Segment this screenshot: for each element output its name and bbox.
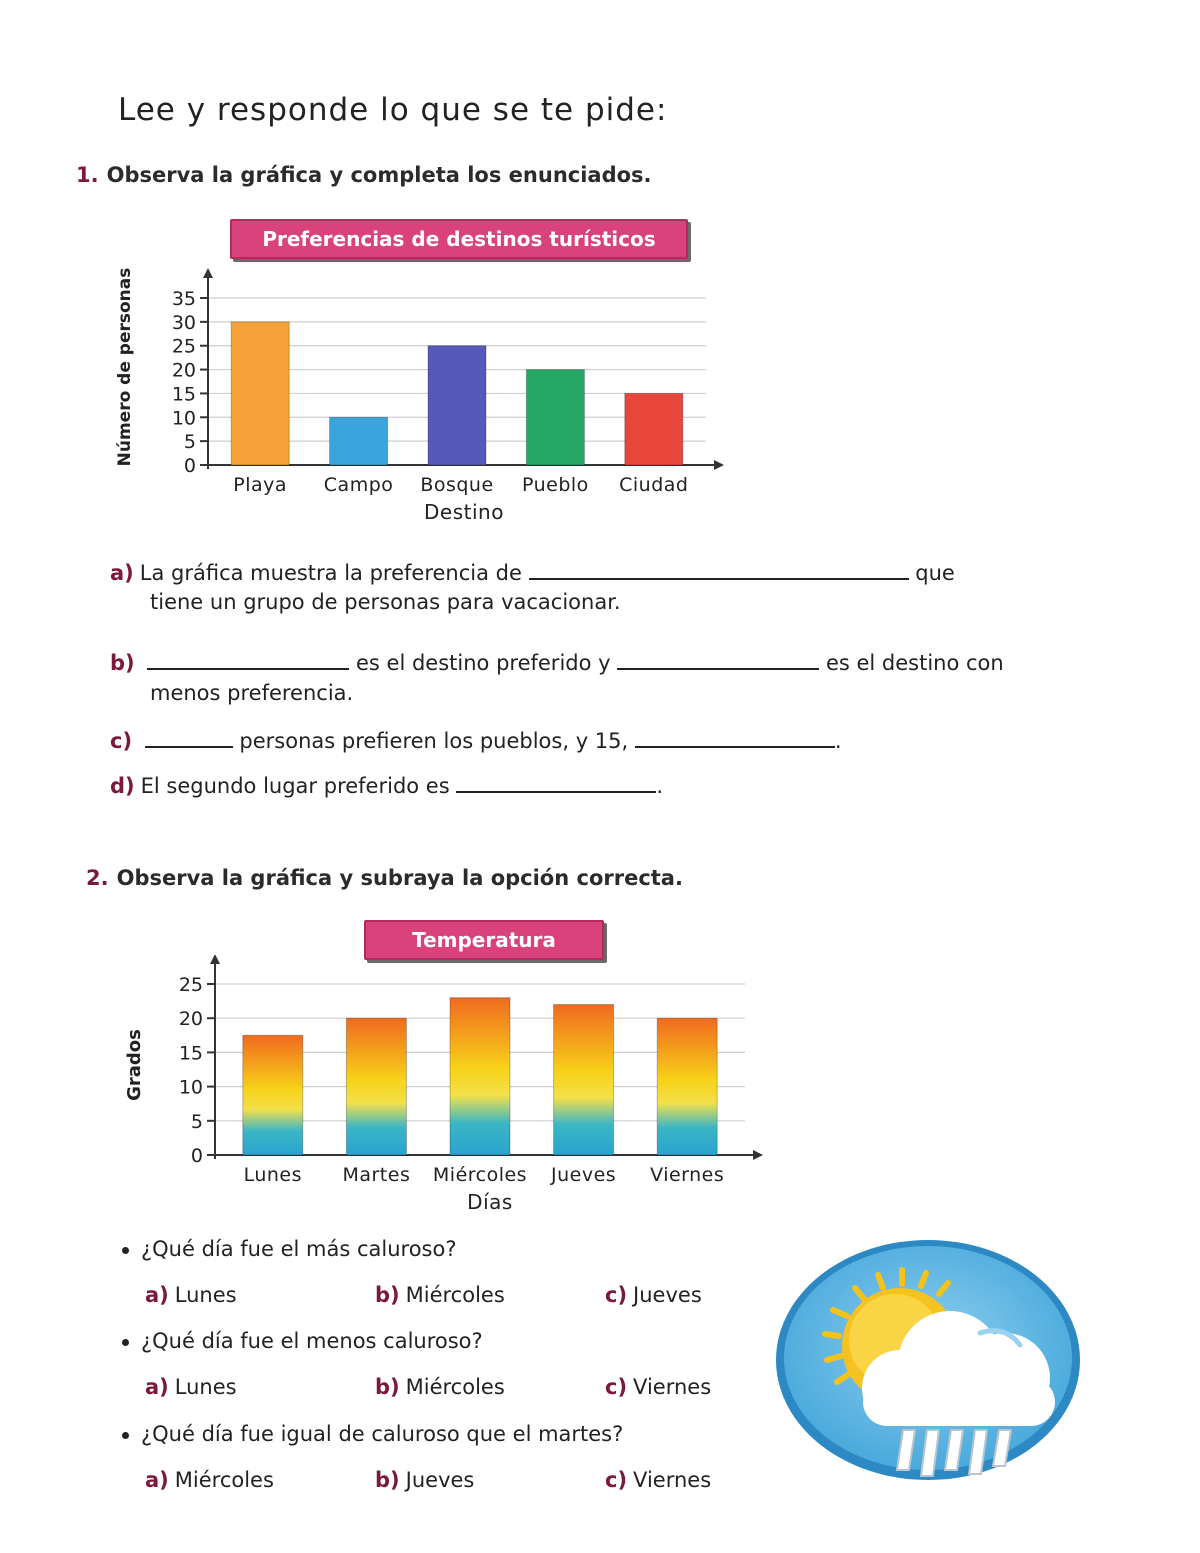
bar-playa bbox=[231, 322, 289, 465]
statement-d-text2: . bbox=[656, 774, 664, 798]
statement-b-letter: b) bbox=[110, 651, 135, 675]
statement-a-text2: que bbox=[915, 561, 955, 585]
y-axis-label: Número de personas bbox=[115, 267, 135, 467]
q2-3-option-b[interactable] bbox=[375, 1468, 474, 1492]
option-letter: c) bbox=[605, 1283, 628, 1307]
bar-ciudad bbox=[625, 393, 683, 465]
x-tick-label: Martes bbox=[342, 1164, 411, 1186]
bar-martes bbox=[346, 1018, 406, 1155]
bar-bosque bbox=[428, 346, 486, 465]
question-2-number: 2. bbox=[86, 866, 109, 890]
blank-d[interactable] bbox=[456, 773, 656, 793]
x-tick-label: Playa bbox=[233, 474, 288, 496]
option-letter: b) bbox=[375, 1283, 400, 1307]
option-letter: b) bbox=[375, 1468, 400, 1492]
question-2-2 bbox=[122, 1329, 483, 1353]
y-axis-arrow bbox=[210, 955, 220, 964]
chart-2 bbox=[100, 955, 770, 1220]
question-1-title bbox=[76, 163, 652, 187]
x-tick-label: Miércoles bbox=[432, 1164, 528, 1186]
x-tick-label: Viernes bbox=[650, 1164, 725, 1186]
q2-3-option-a[interactable] bbox=[145, 1468, 274, 1492]
blank-c2[interactable] bbox=[635, 728, 835, 748]
chart-1 bbox=[100, 255, 740, 530]
y-tick-label: 10 bbox=[171, 407, 196, 430]
statement-b-text2: es el destino con bbox=[825, 651, 1004, 675]
q2-2-option-c[interactable] bbox=[605, 1375, 711, 1399]
chart-2-title: Temperatura bbox=[364, 920, 604, 960]
statement-d bbox=[110, 773, 663, 798]
question-1-number: 1. bbox=[76, 163, 99, 187]
bullet bbox=[122, 1432, 129, 1439]
question-2-title bbox=[86, 866, 683, 890]
option-label: Jueves bbox=[405, 1468, 475, 1492]
statement-a-letter: a) bbox=[110, 561, 134, 585]
q2-1-option-b[interactable] bbox=[375, 1283, 505, 1307]
y-tick-label: 20 bbox=[171, 359, 196, 382]
y-tick-label: 5 bbox=[183, 431, 196, 454]
y-tick-label: 25 bbox=[178, 974, 203, 996]
option-label: Jueves bbox=[633, 1283, 702, 1307]
y-tick-label: 15 bbox=[178, 1042, 203, 1065]
y-axis-arrow bbox=[203, 268, 213, 278]
y-tick-label: 30 bbox=[171, 311, 196, 334]
page-heading: Lee y responde lo que se te pide: bbox=[118, 92, 668, 128]
q2-3-option-c[interactable] bbox=[605, 1468, 711, 1492]
x-tick-label: Bosque bbox=[420, 474, 494, 496]
bar-pueblo bbox=[526, 370, 584, 465]
option-label: Lunes bbox=[174, 1283, 237, 1307]
q2-1-option-a[interactable] bbox=[145, 1283, 237, 1307]
statement-c-letter: c) bbox=[110, 729, 133, 753]
statement-b bbox=[110, 650, 1004, 675]
q2-2-option-a[interactable] bbox=[145, 1375, 237, 1399]
question-1-instruction: Observa la gráfica y completa los enunciados. bbox=[106, 163, 652, 187]
bar-lunes bbox=[243, 1035, 303, 1155]
x-tick-label: Jueves bbox=[551, 1164, 617, 1186]
statement-d-text1: El segundo lugar preferido es bbox=[140, 774, 450, 798]
blank-b1[interactable] bbox=[147, 650, 349, 670]
option-label: Miércoles bbox=[405, 1375, 505, 1399]
y-tick-label: 35 bbox=[171, 288, 196, 310]
chart-1-title: Preferencias de destinos turísticos bbox=[230, 219, 688, 259]
question-2-instruction: Observa la gráfica y subraya la opción correcta. bbox=[116, 866, 683, 890]
bar-miércoles bbox=[450, 998, 510, 1155]
y-axis-label: Grados bbox=[124, 1029, 145, 1101]
x-tick-label: Ciudad bbox=[619, 474, 689, 496]
y-tick-label: 20 bbox=[178, 1008, 203, 1031]
option-letter: a) bbox=[145, 1375, 169, 1399]
blank-c1[interactable] bbox=[145, 728, 233, 748]
option-label: Lunes bbox=[174, 1375, 237, 1399]
question-2-3-text: ¿Qué día fue igual de caluroso que el martes? bbox=[141, 1422, 624, 1446]
y-tick-label: 25 bbox=[171, 335, 196, 358]
bullet bbox=[122, 1339, 129, 1346]
bar-jueves bbox=[554, 1005, 614, 1155]
statement-c-text2: . bbox=[834, 729, 842, 753]
blank-b2[interactable] bbox=[617, 650, 819, 670]
bar-campo bbox=[330, 417, 388, 465]
q2-1-option-c[interactable] bbox=[605, 1283, 702, 1307]
bar-viernes bbox=[657, 1018, 717, 1155]
x-axis-arrow bbox=[714, 460, 724, 470]
question-2-1-text: ¿Qué día fue el más caluroso? bbox=[141, 1237, 457, 1261]
statement-b-text1: es el destino preferido y bbox=[356, 651, 611, 675]
x-axis-label: Días bbox=[467, 1190, 513, 1214]
y-tick-label: 0 bbox=[190, 1145, 203, 1167]
statement-a-continuation: tiene un grupo de personas para vacacionar. bbox=[150, 590, 621, 614]
y-tick-label: 10 bbox=[178, 1076, 203, 1099]
statement-c-text1: personas prefieren los pueblos, y 15, bbox=[239, 729, 629, 753]
x-tick-label: Lunes bbox=[243, 1164, 303, 1186]
x-tick-label: Pueblo bbox=[521, 474, 589, 496]
x-axis-arrow bbox=[753, 1150, 763, 1160]
option-letter: a) bbox=[145, 1468, 169, 1492]
option-label: Viernes bbox=[633, 1468, 712, 1492]
option-label: Miércoles bbox=[405, 1283, 505, 1307]
statement-d-letter: d) bbox=[110, 774, 135, 798]
statement-a bbox=[110, 560, 955, 585]
sun-cloud-rain-icon bbox=[775, 1238, 1085, 1488]
statement-b-continuation: menos preferencia. bbox=[150, 681, 354, 705]
y-tick-label: 15 bbox=[171, 383, 196, 406]
option-letter: c) bbox=[605, 1468, 628, 1492]
question-2-2-text: ¿Qué día fue el menos caluroso? bbox=[141, 1329, 483, 1353]
bullet bbox=[122, 1247, 129, 1254]
option-label: Viernes bbox=[633, 1375, 712, 1399]
option-letter: c) bbox=[605, 1375, 628, 1399]
option-label: Miércoles bbox=[174, 1468, 274, 1492]
y-tick-label: 5 bbox=[190, 1110, 203, 1133]
statement-c bbox=[110, 728, 842, 753]
blank-a[interactable] bbox=[529, 560, 909, 580]
option-letter: a) bbox=[145, 1283, 169, 1307]
question-2-1 bbox=[122, 1237, 456, 1261]
x-axis-label: Destino bbox=[424, 500, 504, 524]
q2-2-option-b[interactable] bbox=[375, 1375, 505, 1399]
option-letter: b) bbox=[375, 1375, 400, 1399]
statement-a-text1: La gráfica muestra la preferencia de bbox=[139, 561, 522, 585]
y-tick-label: 0 bbox=[183, 455, 196, 477]
x-tick-label: Campo bbox=[323, 474, 394, 496]
question-2-3 bbox=[122, 1422, 623, 1446]
